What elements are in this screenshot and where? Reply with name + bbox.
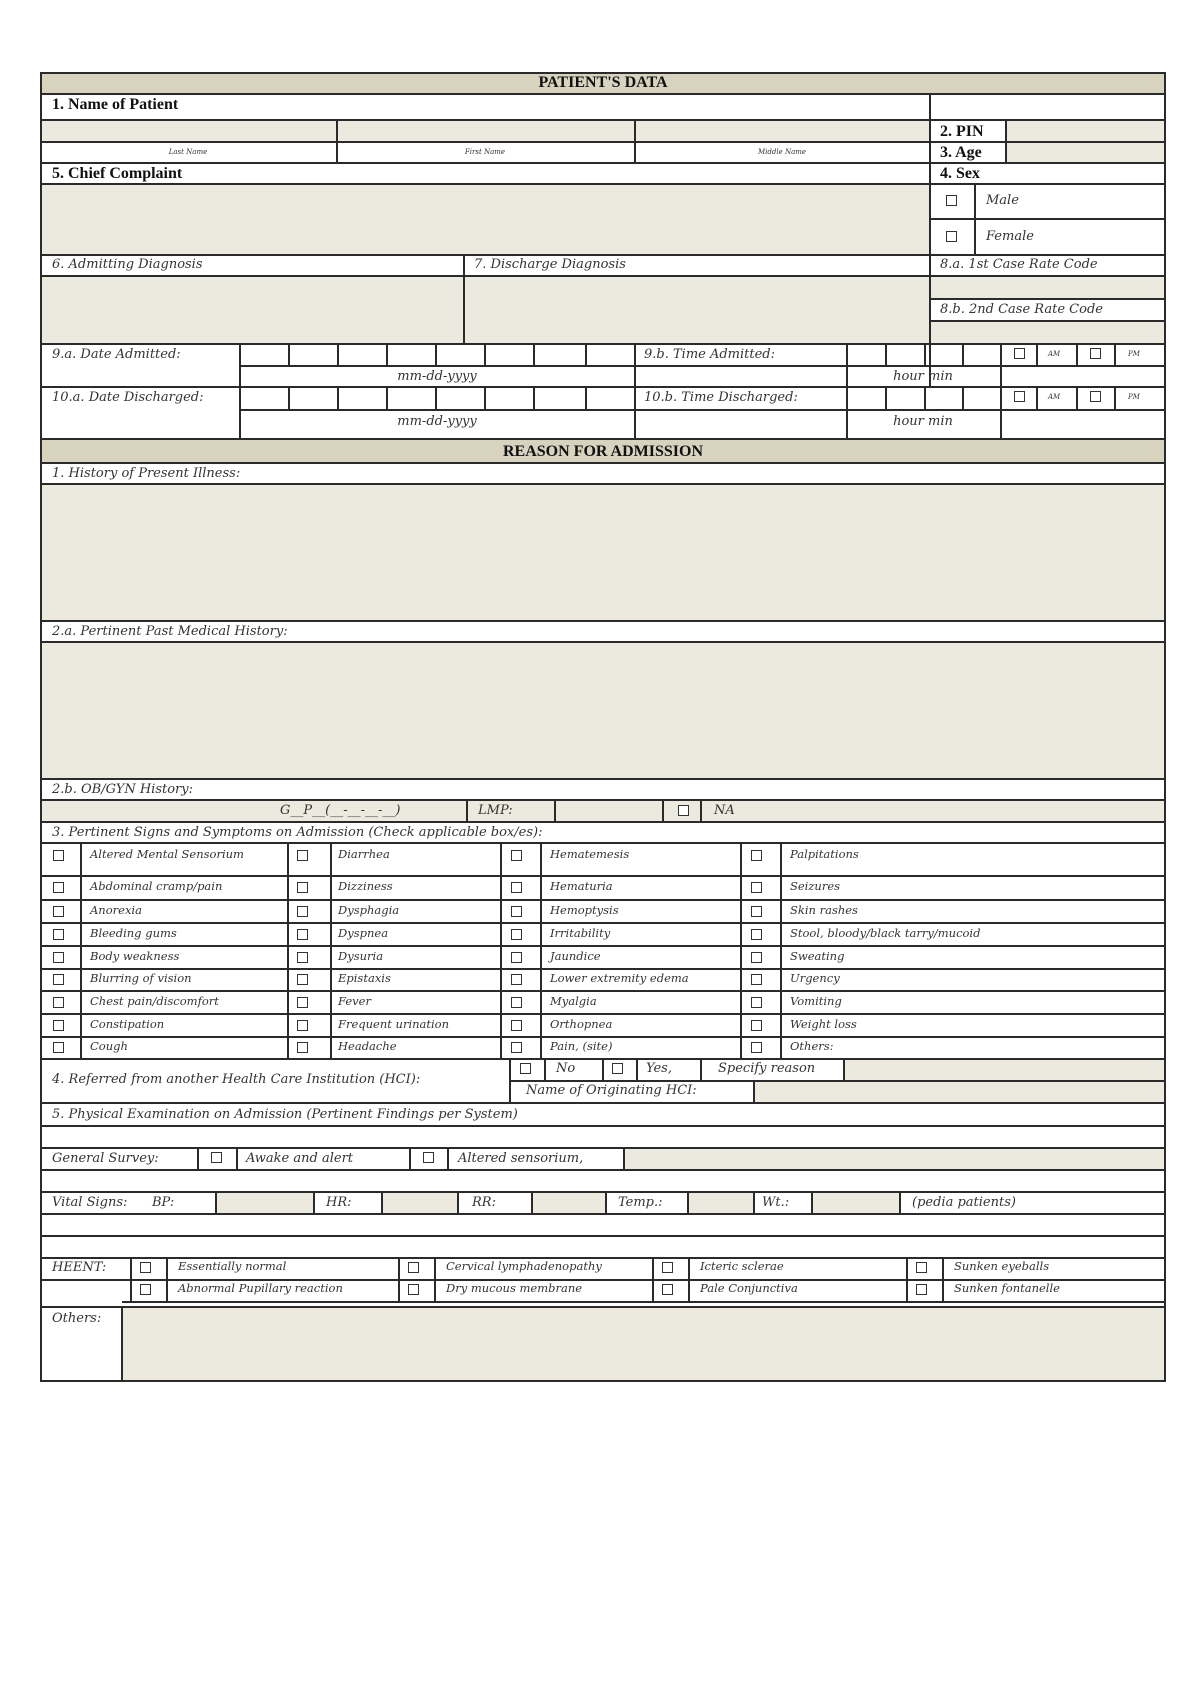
symptom-checkbox[interactable] bbox=[511, 1042, 522, 1053]
heent-label-item: Icteric sclerae bbox=[700, 1259, 784, 1273]
gp-field: G__P__(__-__-__-__) bbox=[280, 803, 401, 818]
patients-data-header: PATIENT'S DATA bbox=[538, 74, 668, 91]
symptom-checkbox[interactable] bbox=[751, 952, 762, 963]
symptom-checkbox[interactable] bbox=[751, 997, 762, 1008]
na-checkbox[interactable] bbox=[678, 805, 689, 816]
time-discharged-am-checkbox[interactable] bbox=[1014, 391, 1025, 402]
symptom-label: Fever bbox=[338, 994, 371, 1008]
symptom-checkbox[interactable] bbox=[511, 997, 522, 1008]
symptom-checkbox[interactable] bbox=[751, 929, 762, 940]
symptom-label: Hemoptysis bbox=[550, 903, 619, 917]
female-checkbox[interactable] bbox=[946, 231, 957, 242]
heent-label-item: Dry mucous membrane bbox=[446, 1281, 583, 1295]
symptom-label: Headache bbox=[338, 1039, 397, 1053]
pedia-label: (pedia patients) bbox=[912, 1195, 1016, 1210]
first-name-label: First Name bbox=[464, 148, 506, 156]
symptom-checkbox[interactable] bbox=[53, 952, 64, 963]
symptom-checkbox[interactable] bbox=[297, 997, 308, 1008]
symptom-label: Blurring of vision bbox=[90, 971, 192, 985]
symptom-checkbox[interactable] bbox=[53, 974, 64, 985]
date-admitted-format: mm-dd-yyyy bbox=[397, 369, 477, 384]
name-of-patient-label: 1. Name of Patient bbox=[52, 96, 179, 113]
heent-checkbox[interactable] bbox=[408, 1284, 419, 1295]
symptom-checkbox[interactable] bbox=[751, 1020, 762, 1031]
chief-complaint-label: 5. Chief Complaint bbox=[52, 165, 183, 182]
male-checkbox[interactable] bbox=[946, 195, 957, 206]
date-discharged-format: mm-dd-yyyy bbox=[397, 414, 477, 429]
symptom-checkbox[interactable] bbox=[297, 1020, 308, 1031]
symptom-label: Chest pain/discomfort bbox=[90, 994, 219, 1008]
date-admitted-label: 9.a. Date Admitted: bbox=[52, 347, 181, 362]
symptom-label: Bleeding gums bbox=[90, 926, 177, 940]
time-discharged-pm-checkbox[interactable] bbox=[1090, 391, 1101, 402]
symptom-label: Lower extremity edema bbox=[550, 971, 689, 985]
symptom-label: Jaundice bbox=[550, 949, 601, 963]
symptom-checkbox[interactable] bbox=[511, 882, 522, 893]
awake-checkbox[interactable] bbox=[211, 1152, 222, 1163]
symptom-checkbox[interactable] bbox=[297, 974, 308, 985]
discharge-diagnosis-label: 7. Discharge Diagnosis bbox=[474, 257, 626, 272]
heent-label: HEENT: bbox=[52, 1260, 107, 1275]
specify-reason-label: Specify reason bbox=[718, 1061, 816, 1076]
symptom-checkbox[interactable] bbox=[511, 952, 522, 963]
symptom-checkbox[interactable] bbox=[511, 974, 522, 985]
symptom-label: Stool, bloody/black tarry/mucoid bbox=[790, 926, 981, 940]
symptom-checkbox[interactable] bbox=[751, 882, 762, 893]
symptom-label: Irritability bbox=[550, 926, 611, 940]
admitting-diagnosis-label: 6. Admitting Diagnosis bbox=[52, 257, 203, 272]
referred-no-checkbox[interactable] bbox=[520, 1063, 531, 1074]
symptom-label: Epistaxis bbox=[338, 971, 391, 985]
date-discharged-label: 10.a. Date Discharged: bbox=[52, 390, 204, 405]
symptom-checkbox[interactable] bbox=[751, 1042, 762, 1053]
heent-checkbox[interactable] bbox=[662, 1284, 673, 1295]
male-label: Male bbox=[986, 193, 1019, 208]
referred-label: 4. Referred from another Health Care Institution (HCI): bbox=[52, 1072, 421, 1087]
symptom-checkbox[interactable] bbox=[297, 850, 308, 861]
symptom-label: Vomiting bbox=[790, 994, 842, 1008]
time-admitted-am-checkbox[interactable] bbox=[1014, 348, 1025, 359]
symptom-checkbox[interactable] bbox=[751, 850, 762, 861]
pe-label: 5. Physical Examination on Admission (Pertinent Findings per System) bbox=[52, 1107, 518, 1122]
symptom-label: Frequent urination bbox=[338, 1017, 450, 1031]
symptom-checkbox[interactable] bbox=[511, 929, 522, 940]
altered-sensorium-label: Altered sensorium, bbox=[458, 1151, 584, 1166]
heent-label-item: Essentially normal bbox=[178, 1259, 287, 1273]
heent-label-item: Sunken eyeballs bbox=[954, 1259, 1050, 1273]
symptom-checkbox[interactable] bbox=[751, 906, 762, 917]
case-rate-1-label: 8.a. 1st Case Rate Code bbox=[940, 257, 1098, 272]
symptom-label: Diarrhea bbox=[338, 847, 390, 861]
admission-form bbox=[40, 72, 1166, 1382]
middle-name-label: Middle Name bbox=[757, 148, 807, 156]
symptom-checkbox[interactable] bbox=[297, 882, 308, 893]
symptom-label: Constipation bbox=[90, 1017, 165, 1031]
altered-sensorium-checkbox[interactable] bbox=[423, 1152, 434, 1163]
hr-label: HR: bbox=[326, 1195, 352, 1210]
time-discharged-label: 10.b. Time Discharged: bbox=[644, 390, 798, 405]
symptom-checkbox[interactable] bbox=[297, 952, 308, 963]
symptom-label: Hematuria bbox=[550, 879, 613, 893]
time-discharged-am-label: AM bbox=[1048, 393, 1061, 401]
symptom-checkbox[interactable] bbox=[53, 906, 64, 917]
vital-signs-label: Vital Signs: bbox=[52, 1195, 128, 1210]
symptom-label: Skin rashes bbox=[790, 903, 858, 917]
heent-checkbox[interactable] bbox=[916, 1284, 927, 1295]
heent-label-item: Cervical lymphadenopathy bbox=[446, 1259, 602, 1273]
heent-checkbox[interactable] bbox=[140, 1284, 151, 1295]
symptom-label: Sweating bbox=[790, 949, 845, 963]
heent-label-item: Pale Conjunctiva bbox=[700, 1281, 798, 1295]
symptom-label: Myalgia bbox=[550, 994, 597, 1008]
heent-checkbox[interactable] bbox=[408, 1262, 419, 1273]
referred-no-label: No bbox=[556, 1061, 576, 1076]
heent-checkbox[interactable] bbox=[662, 1262, 673, 1273]
general-survey-label: General Survey: bbox=[52, 1151, 159, 1166]
referred-yes-checkbox[interactable] bbox=[612, 1063, 623, 1074]
symptom-checkbox[interactable] bbox=[297, 1042, 308, 1053]
last-name-label: Last Name bbox=[168, 148, 208, 156]
heent-checkbox[interactable] bbox=[916, 1262, 927, 1273]
heent-checkbox[interactable] bbox=[140, 1262, 151, 1273]
symptom-label: Dysphagia bbox=[338, 903, 400, 917]
time-admitted-pm-checkbox[interactable] bbox=[1090, 348, 1101, 359]
bp-label: BP: bbox=[152, 1195, 175, 1210]
symptom-checkbox[interactable] bbox=[53, 850, 64, 861]
awake-label: Awake and alert bbox=[246, 1151, 354, 1166]
symptom-checkbox[interactable] bbox=[751, 974, 762, 985]
age-label: 3. Age bbox=[940, 144, 982, 161]
time-admitted-format: hour min bbox=[893, 369, 953, 384]
female-label: Female bbox=[986, 229, 1034, 244]
symptom-label: Body weakness bbox=[90, 949, 180, 963]
originating-hci-label: Name of Originating HCI: bbox=[526, 1083, 697, 1098]
symptom-label: Altered Mental Sensorium bbox=[90, 847, 244, 861]
heent-label-item: Sunken fontanelle bbox=[954, 1281, 1060, 1295]
na-label: NA bbox=[714, 803, 735, 818]
symptom-checkbox[interactable] bbox=[297, 929, 308, 940]
others-label: Others: bbox=[52, 1311, 102, 1326]
rr-label: RR: bbox=[472, 1195, 496, 1210]
reason-header: REASON FOR ADMISSION bbox=[502, 443, 704, 460]
symptom-label: Weight loss bbox=[790, 1017, 857, 1031]
time-admitted-pm-label: PM bbox=[1128, 350, 1140, 358]
symptom-label: Anorexia bbox=[90, 903, 142, 917]
lmp-label: LMP: bbox=[478, 803, 513, 818]
case-rate-2-label: 8.b. 2nd Case Rate Code bbox=[940, 302, 1103, 317]
symptom-checkbox[interactable] bbox=[53, 882, 64, 893]
symptom-checkbox[interactable] bbox=[511, 850, 522, 861]
symptom-label: Dizziness bbox=[338, 879, 393, 893]
symptom-label: Seizures bbox=[790, 879, 841, 893]
time-discharged-pm-label: PM bbox=[1128, 393, 1140, 401]
referred-yes-label: Yes, bbox=[646, 1061, 672, 1076]
heent-label-item: Abnormal Pupillary reaction bbox=[178, 1281, 343, 1295]
symptom-checkbox[interactable] bbox=[53, 929, 64, 940]
symptom-checkbox[interactable] bbox=[53, 1042, 64, 1053]
time-admitted-am-label: AM bbox=[1048, 350, 1061, 358]
time-discharged-format: hour min bbox=[893, 414, 953, 429]
symptom-label: Dysuria bbox=[338, 949, 384, 963]
symptom-checkbox[interactable] bbox=[53, 997, 64, 1008]
obgyn-label: 2.b. OB/GYN History: bbox=[52, 782, 193, 797]
symptom-label: Abdominal cramp/pain bbox=[90, 879, 223, 893]
symptom-label: Palpitations bbox=[790, 847, 859, 861]
wt-label: Wt.: bbox=[762, 1195, 790, 1210]
sex-label: 4. Sex bbox=[940, 165, 980, 182]
symptom-label: Cough bbox=[90, 1039, 128, 1053]
symptom-checkbox[interactable] bbox=[511, 906, 522, 917]
symptom-label: Hematemesis bbox=[550, 847, 630, 861]
symptom-label: Dyspnea bbox=[338, 926, 389, 940]
symptom-label: Urgency bbox=[790, 971, 840, 985]
pmh-label: 2.a. Pertinent Past Medical History: bbox=[52, 624, 288, 639]
time-admitted-label: 9.b. Time Admitted: bbox=[644, 347, 776, 362]
signs-label: 3. Pertinent Signs and Symptoms on Admission (Check applicable box/es): bbox=[52, 825, 543, 840]
symptom-checkbox[interactable] bbox=[511, 1020, 522, 1031]
symptom-label: Orthopnea bbox=[550, 1017, 613, 1031]
symptom-checkbox[interactable] bbox=[53, 1020, 64, 1031]
symptom-checkbox[interactable] bbox=[297, 906, 308, 917]
symptom-label: Others: bbox=[790, 1039, 834, 1053]
temp-label: Temp.: bbox=[618, 1195, 663, 1210]
pin-label: 2. PIN bbox=[940, 123, 984, 140]
hpi-label: 1. History of Present Illness: bbox=[52, 466, 241, 481]
symptom-label: Pain, (site) bbox=[550, 1039, 613, 1053]
